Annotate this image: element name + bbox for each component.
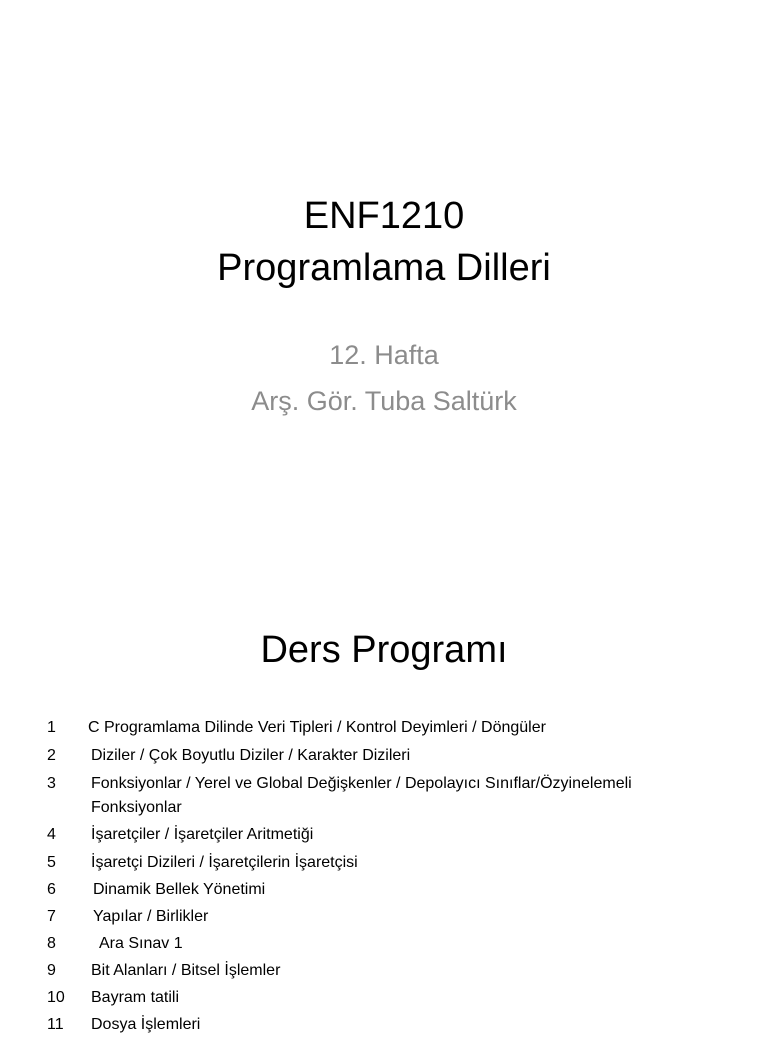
title-slide-heading <box>0 190 768 294</box>
week-number: 11 <box>47 1016 64 1033</box>
schedule-row <box>0 772 768 816</box>
week-topic: Dinamik Bellek Yönetimi <box>93 881 266 898</box>
week-number: 4 <box>47 826 56 843</box>
schedule-row <box>0 1013 768 1037</box>
schedule-row <box>0 744 768 768</box>
week-number: 3 <box>47 775 56 792</box>
week-number: 7 <box>47 908 56 925</box>
week-number: 6 <box>47 881 56 898</box>
week-label: 12. Hafta <box>329 340 439 370</box>
week-topic: Bayram tatili <box>91 989 180 1006</box>
schedule-row <box>0 905 768 929</box>
schedule-title: Ders Programı <box>260 629 508 671</box>
course-code: ENF1210 <box>303 195 465 237</box>
week-number: 8 <box>47 935 56 952</box>
week-number: 2 <box>47 747 56 764</box>
week-number: 10 <box>47 989 65 1006</box>
week-topic: Fonksiyonlar / Yerel ve Global Değişkenler / Depolayıcı Sınıflar/Özyinelemeli <box>91 775 632 792</box>
week-number: 1 <box>47 719 56 736</box>
week-topic: İşaretçi Dizileri / İşaretçilerin İşaretçisi <box>91 854 358 871</box>
title-slide-subtitle <box>0 332 768 424</box>
week-number: 5 <box>47 854 56 871</box>
schedule-row <box>0 716 768 740</box>
week-topic: İşaretçiler / İşaretçiler Aritmetiği <box>91 826 314 843</box>
week-topic: Ara Sınav 1 <box>99 935 183 952</box>
week-number: 9 <box>47 962 56 979</box>
course-name: Programlama Dilleri <box>217 247 551 289</box>
week-topic-continued: Fonksiyonlar <box>91 799 182 816</box>
schedule-row <box>0 959 768 983</box>
week-topic: Dosya İşlemleri <box>91 1016 201 1033</box>
schedule-row <box>0 986 768 1010</box>
instructor-name: Arş. Gör. Tuba Saltürk <box>251 386 517 416</box>
schedule-row <box>0 878 768 902</box>
week-topic: Diziler / Çok Boyutlu Diziler / Karakter Dizileri <box>91 747 411 764</box>
week-topic: C Programlama Dilinde Veri Tipleri / Kontrol Deyimleri / Döngüler <box>88 719 546 736</box>
week-topic: Bit Alanları / Bitsel İşlemler <box>91 962 281 979</box>
schedule-row <box>0 932 768 956</box>
schedule-row <box>0 851 768 875</box>
week-topic: Yapılar / Birlikler <box>93 908 209 925</box>
schedule-row <box>0 823 768 847</box>
